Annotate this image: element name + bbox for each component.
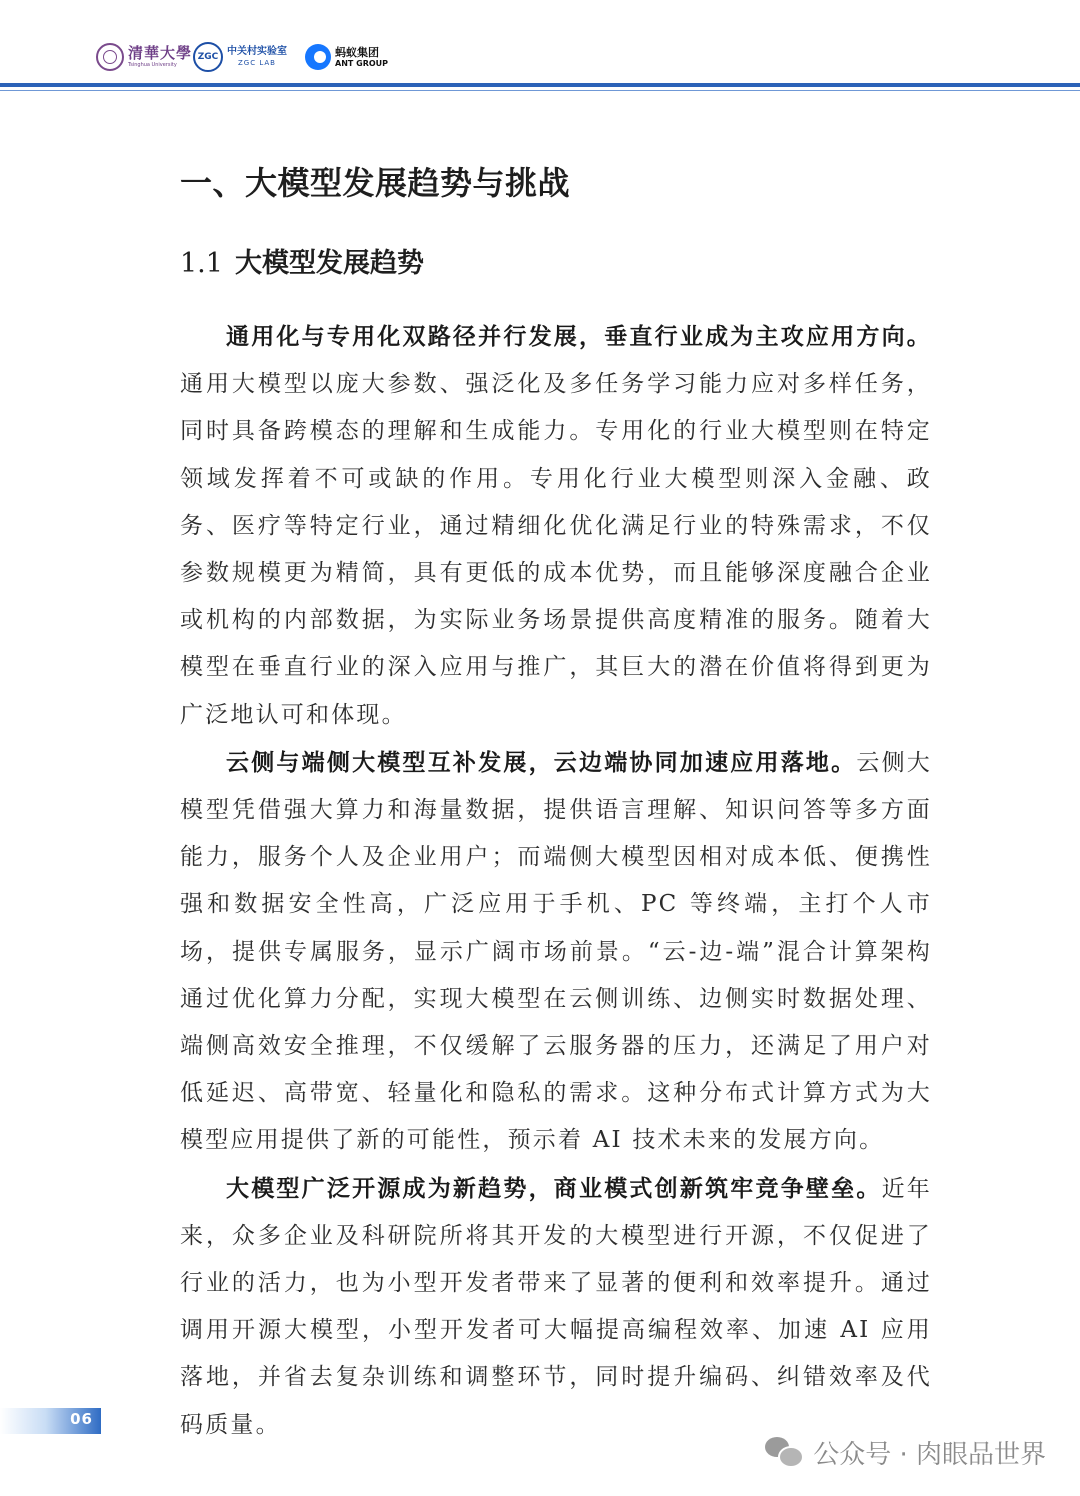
paragraph-text: 通用大模型以庞大参数、强泛化及多任务学习能力应对多样任务，同时具备跨模态的理解和生成能力。专用化的行业大模型则在特定领域发挥着不可或缺的作用。专用化行业大模型则深入金融、政务、医疗等特定行业，通过精细化优化满足行业的特殊需求，不仅参数规模更为精简，具有更低的成本优势，而且能够深度融合企业或机构的内部数据，为实际业务场景提供高度精准的服务。随着大模型在垂直行业的深入应用与推广，其巨大的潜在价值将得到更为广泛地认可和体现。 <box>180 371 932 728</box>
tsinghua-seal-icon <box>96 43 124 71</box>
tsinghua-name-cn: 清華大學 <box>128 44 193 62</box>
ant-name-cn: 蚂蚁集团 <box>335 45 379 59</box>
paragraph-text: 近年来，众多企业及科研院所将其开发的大模型进行开源，不仅促进了行业的活力，也为小型开发者带来了显著的便利和效率提升。通过调用开源大模型，小型开发者可大幅提高编程效率、加速 AI 应用落地，并省去复杂训练和调整环节，同时提升编码、纠错效率及代码质量。 <box>180 1175 932 1438</box>
header-rule-thick <box>0 83 1080 87</box>
ant-name-en: ANT GROUP <box>335 58 389 68</box>
section-title: 一、大模型发展趋势与挑战 <box>180 164 571 202</box>
paragraph-lead: 通用化与专用化双路径并行发展，垂直行业成为主攻应用方向。 <box>226 323 932 350</box>
paragraph <box>180 739 932 1165</box>
subsection-number: 1.1 <box>180 248 223 279</box>
zgc-name-cn: 中关村实验室 <box>227 46 287 57</box>
page-number: 06 <box>70 1410 93 1428</box>
zgc-badge-icon: ZGC <box>193 42 223 72</box>
tsinghua-name-en: Tsinghua University <box>128 62 177 68</box>
body-text <box>180 313 932 1449</box>
wechat-icon <box>765 1435 805 1469</box>
watermark <box>765 1432 1046 1472</box>
zgc-name-en: ZGC LAB <box>238 59 276 67</box>
paragraph <box>180 313 932 739</box>
paragraph-text: 云侧大模型凭借强大算力和海量数据，提供语言理解、知识问答等多方面能力，服务个人及企业用户；而端侧大模型因相对成本低、便携性强和数据安全性高，广泛应用于手机、PC 等终端，主打个人市场，提供专属服务，显示广阔市场前景。“云-边-端”混合计算架构通过优化算力分配，实现大模型在云侧训练、边侧实时数据处理、端侧高效安全推理，不仅缓解了云服务器的压力，还满足了用户对低延迟、高带宽、轻量化和隐私的需求。这种分布式计算方式为大模型应用提供了新的可能性，预示着 AI 技术未来的发展方向。 <box>180 749 933 1154</box>
tsinghua-logo <box>96 40 192 74</box>
page-header <box>0 0 1080 96</box>
zgc-lab-logo <box>193 40 287 74</box>
paragraph-lead: 大模型广泛开源成为新趋势，商业模式创新筑牢竞争壁垒。 <box>226 1174 882 1202</box>
header-rule-thin <box>0 90 1080 91</box>
subsection-title <box>180 241 424 280</box>
paragraph-lead: 云侧与端侧大模型互补发展，云边端协同加速应用落地。 <box>226 748 857 776</box>
paragraph <box>180 1165 932 1449</box>
watermark-text: 公众号 · 肉眼品世界 <box>813 1439 1046 1470</box>
ant-mark-icon <box>305 44 331 70</box>
ant-group-logo <box>305 40 388 74</box>
page-number-tab <box>0 1408 101 1434</box>
subsection-text: 大模型发展趋势 <box>234 248 424 279</box>
